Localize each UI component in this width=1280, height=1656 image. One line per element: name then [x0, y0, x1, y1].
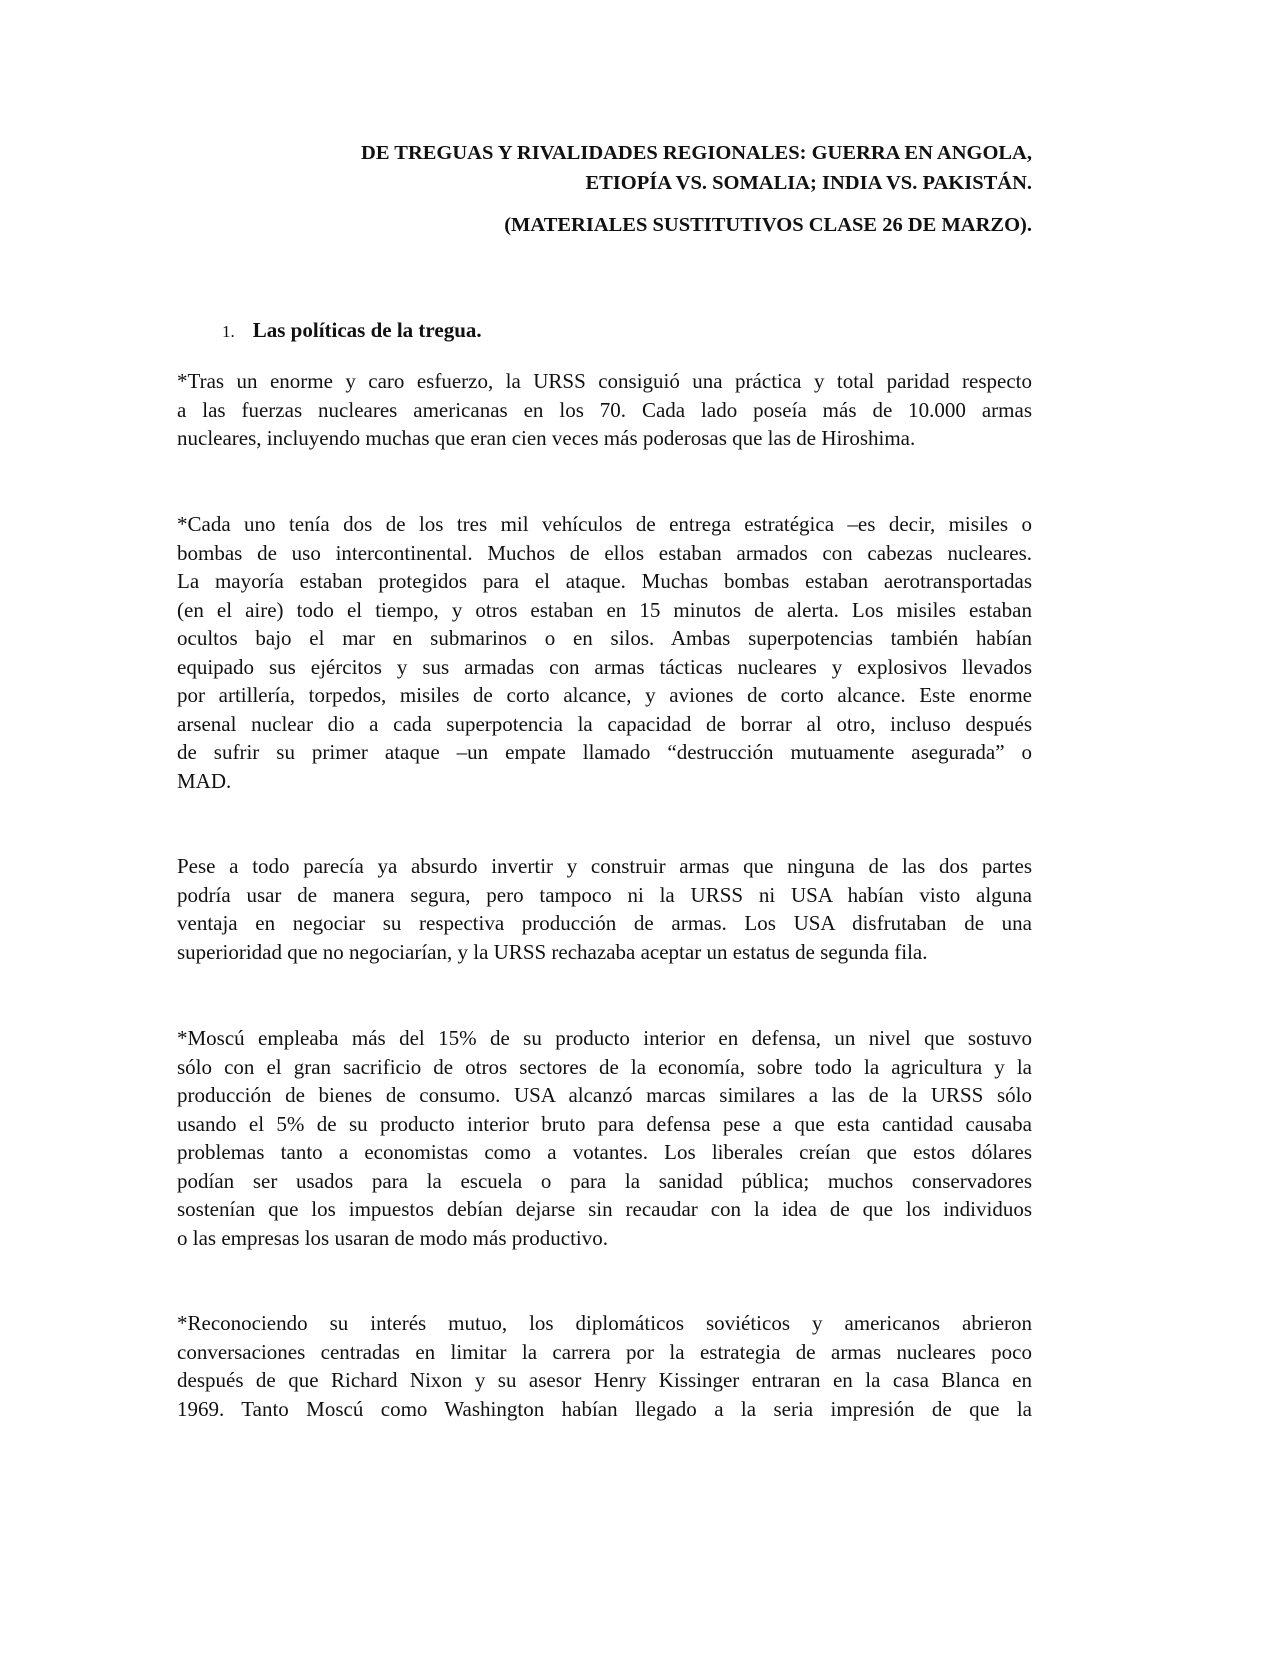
paragraph — [177, 1309, 1032, 1423]
paragraph-line: a las fuerzas nucleares americanas en los 70. Cada lado poseía más de 10.000 armas — [177, 397, 1032, 422]
document-title-line-2: ETIOPÍA VS. SOMALIA; INDIA VS. PAKISTÁN. — [585, 172, 1032, 194]
paragraph-line: sostenían que los impuestos debían dejarse sin recaudar con la idea de que los individuos — [177, 1197, 1032, 1221]
paragraph-line: *Reconociendo su interés mutuo, los diplomáticos soviéticos y americanos abrieron — [177, 1311, 1032, 1335]
paragraph-line: (en el aire) todo el tiempo, y otros estaban en 15 minutos de alerta. Los misiles estaban — [177, 597, 1032, 622]
paragraph-line: Pese a todo parecía ya absurdo invertir y construir armas que ninguna de las dos partes — [177, 854, 1032, 878]
paragraph-line: conversaciones centradas en limitar la carrera por la estrategia de armas nucleares poco — [177, 1339, 1032, 1364]
section-number: 1. — [222, 322, 235, 341]
paragraph-line: bombas de uso intercontinental. Muchos de ellos estaban armados con cabezas nucleares. — [177, 540, 1032, 565]
paragraph-line: arsenal nuclear dio a cada superpotencia la capacidad de borrar al otro, incluso después — [177, 711, 1032, 736]
paragraph — [177, 1024, 1032, 1252]
document-title-line-1: DE TREGUAS Y RIVALIDADES REGIONALES: GUERRA EN ANGOLA, — [361, 142, 1032, 164]
paragraph-line: ocultos bajo el mar en submarinos o en silos. Ambas superpotencias también habían — [177, 626, 1032, 650]
paragraph-line: podían ser usados para la escuela o para la sanidad pública; muchos conservadores — [177, 1168, 1032, 1193]
paragraph — [177, 852, 1032, 966]
paragraph-line: MAD. — [177, 768, 232, 793]
paragraph-line: por artillería, torpedos, misiles de corto alcance, y aviones de corto alcance. Este enorme — [177, 683, 1032, 707]
paragraph-line: o las empresas los usaran de modo más productivo. — [177, 1225, 608, 1250]
paragraph-line: de sufrir su primer ataque –un empate llamado “destrucción mutuamente asegurada” o — [177, 740, 1032, 764]
paragraph-line: *Tras un enorme y caro esfuerzo, la URSS consiguió una práctica y total paridad respecto — [177, 369, 1032, 393]
document-subtitle: (MATERIALES SUSTITUTIVOS CLASE 26 DE MARZO). — [504, 214, 1032, 236]
paragraph-line: sólo con el gran sacrificio de otros sectores de la economía, sobre todo la agricultura y la — [177, 1054, 1032, 1079]
paragraph-line: equipado sus ejércitos y sus armadas con armas tácticas nucleares y explosivos llevados — [177, 654, 1032, 679]
paragraph-line: *Cada uno tenía dos de los tres mil vehículos de entrega estratégica –es decir, misiles o — [177, 512, 1032, 536]
paragraph-line: nucleares, incluyendo muchas que eran cien veces más poderosas que las de Hiroshima. — [177, 426, 916, 450]
paragraph — [177, 367, 1032, 453]
section-heading — [222, 318, 482, 343]
paragraph-line: La mayoría estaban protegidos para el ataque. Muchas bombas estaban aerotransportadas — [177, 569, 1032, 593]
paragraph-line: ventaja en negociar su respectiva producción de armas. Los USA disfrutaban de una — [177, 911, 1032, 935]
section-heading-text: Las políticas de la tregua. — [252, 318, 482, 342]
paragraph-line: usando el 5% de su producto interior bruto para defensa pese a que esta cantidad causaba — [177, 1111, 1032, 1136]
paragraph-line: problemas tanto a economistas como a votantes. Los liberales creían que estos dólares — [177, 1140, 1032, 1164]
paragraph-line: 1969. Tanto Moscú como Washington habían llegado a la seria impresión de que la — [177, 1396, 1032, 1421]
paragraph-line: podría usar de manera segura, pero tampoco ni la URSS ni USA habían visto alguna — [177, 882, 1032, 907]
paragraph-line: producción de bienes de consumo. USA alcanzó marcas similares a las de la URSS sólo — [177, 1083, 1032, 1107]
paragraph-line: *Moscú empleaba más del 15% de su producto interior en defensa, un nivel que sostuvo — [177, 1026, 1032, 1050]
paragraph — [177, 510, 1032, 795]
paragraph-line: superioridad que no negociarían, y la URSS rechazaba aceptar un estatus de segunda fila. — [177, 939, 928, 964]
paragraph-line: después de que Richard Nixon y su asesor Henry Kissinger entraran en la casa Blanca en — [177, 1368, 1032, 1392]
